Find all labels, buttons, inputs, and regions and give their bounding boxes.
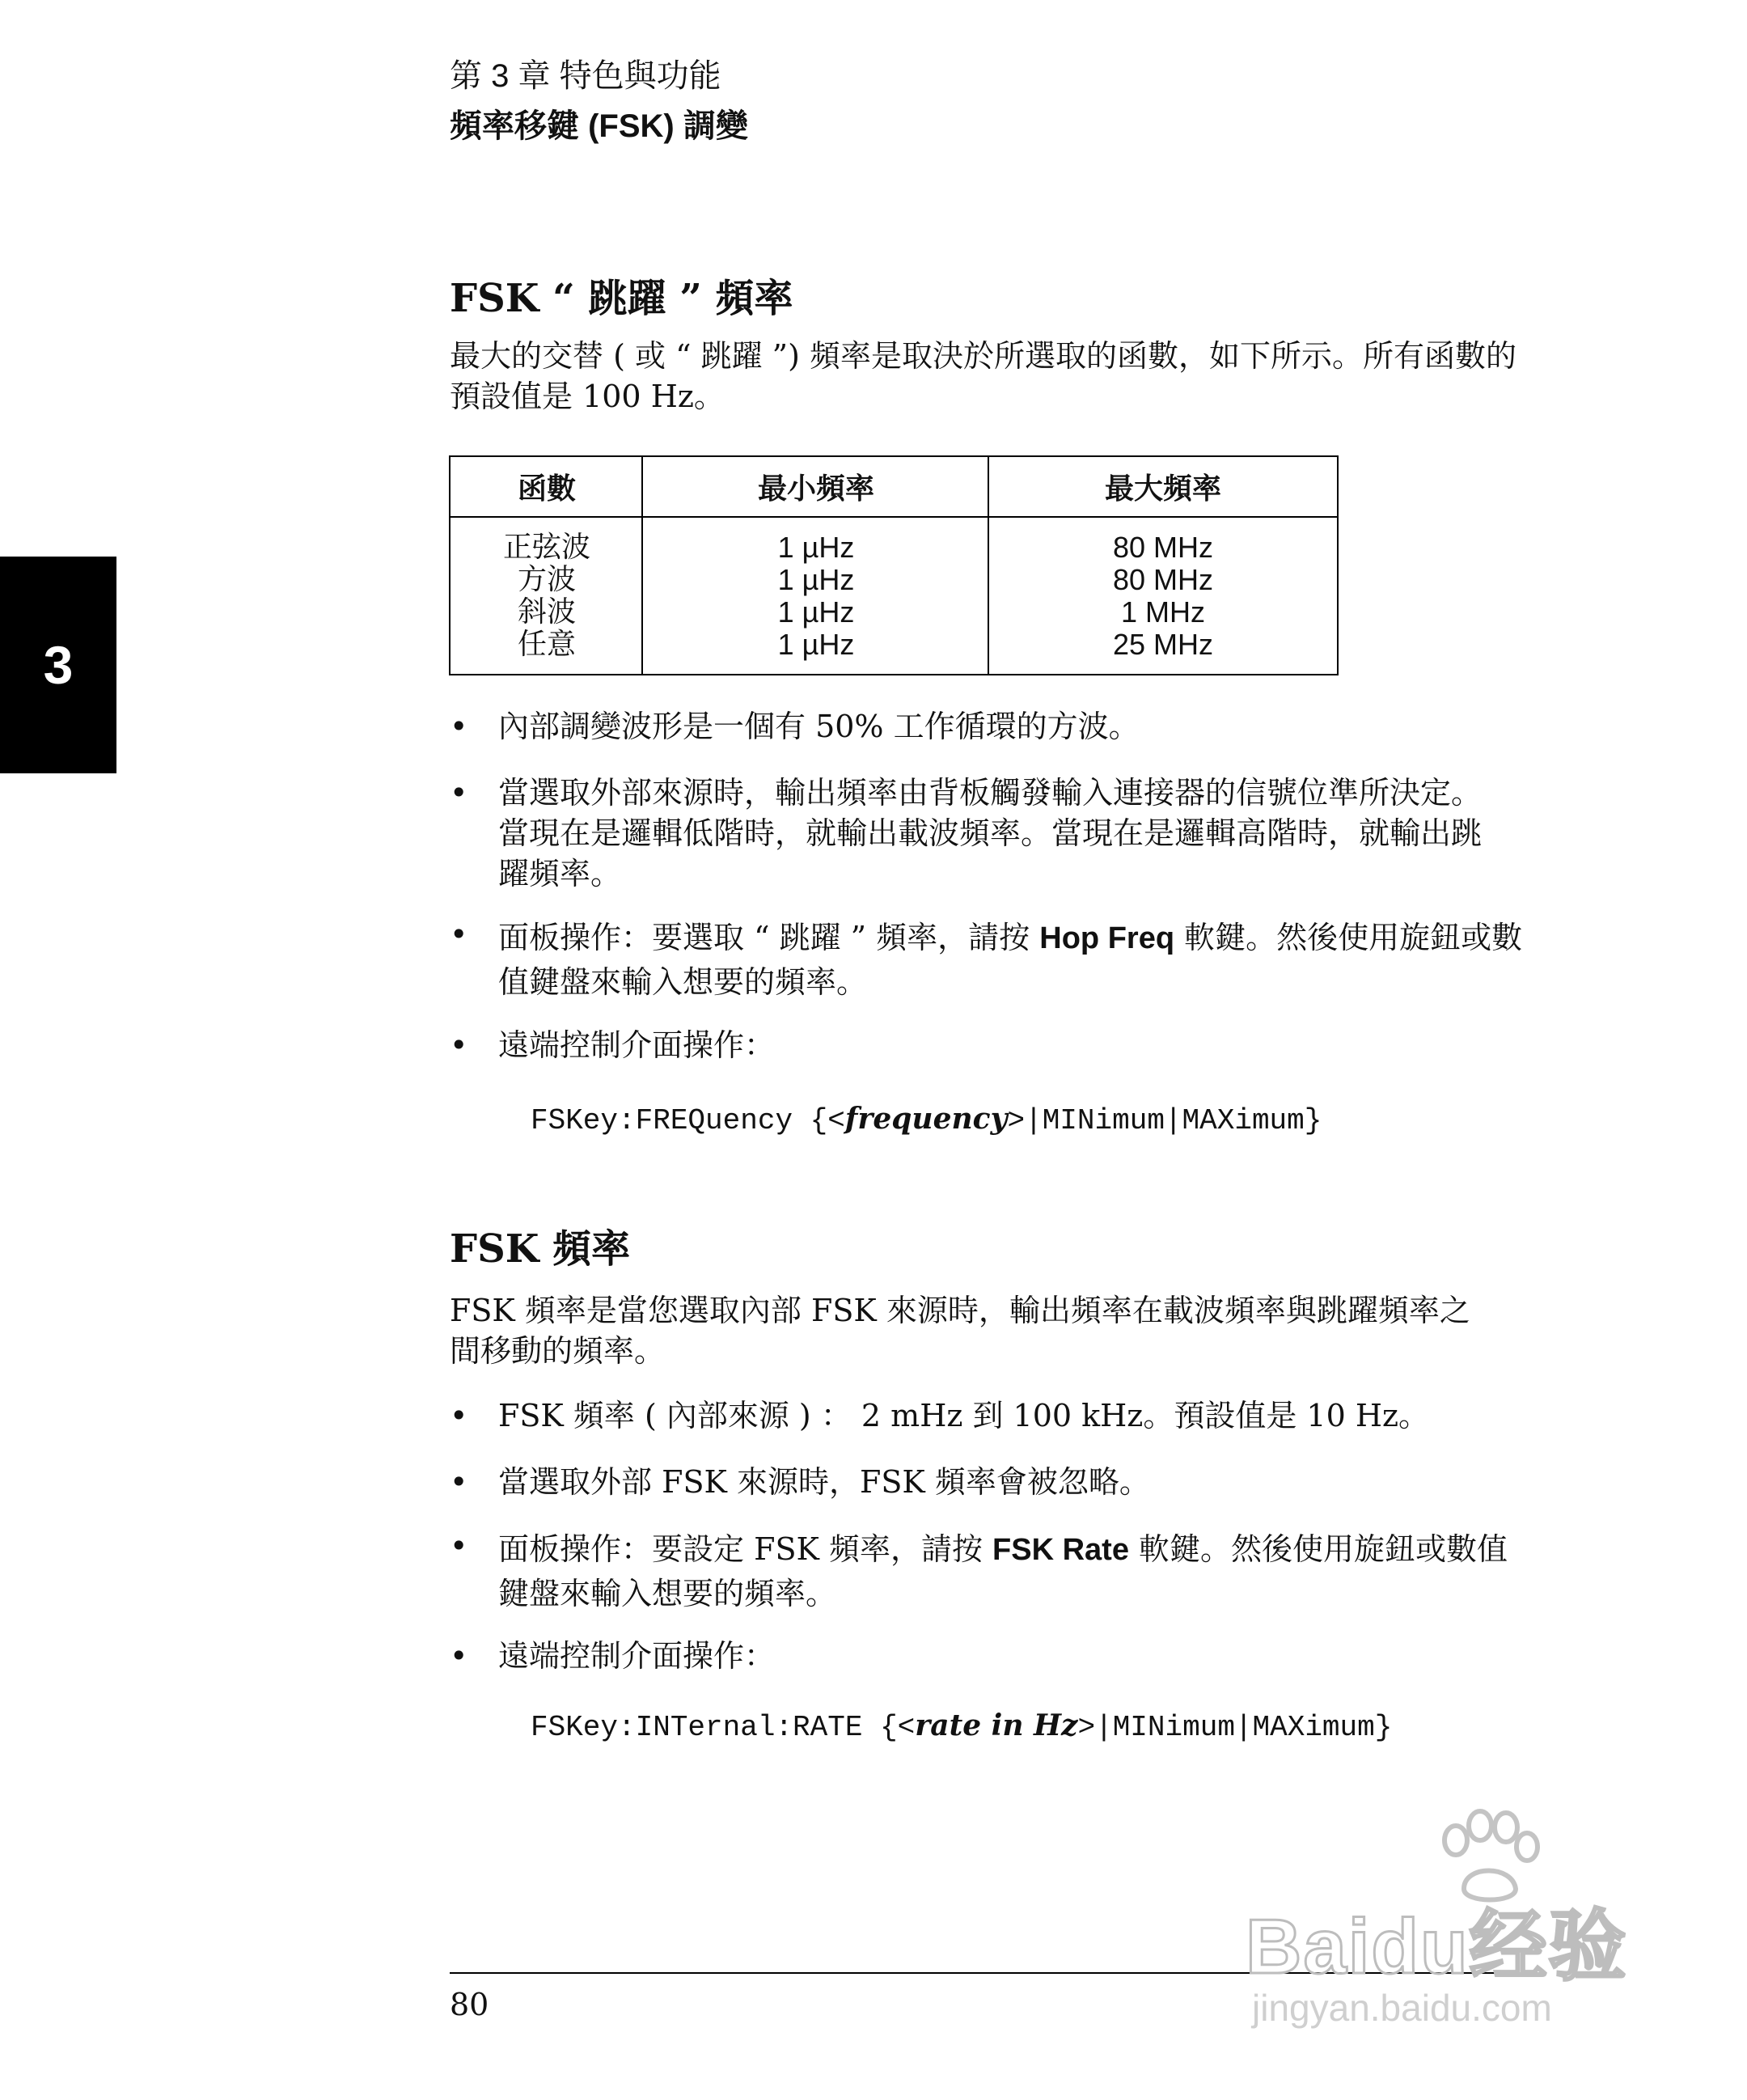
table-cell: 1 MHz [1120,595,1205,629]
list-item-text: 遠端控制介面操作： [498,1027,776,1063]
baidu-watermark [1229,1808,1650,2051]
bullet-dot: • [450,1638,468,1674]
watermark-url: jingyan.baidu.com [1252,1987,1552,2029]
text-span: 軟鍵。然後使用旋鈕或數 [1174,920,1523,955]
scpi-command [531,1102,1322,1137]
section-header: 頻率移鍵 (FSK) 調變 [450,108,748,144]
table-cell: 80 MHz [1112,531,1214,564]
bullet-dot: • [450,917,468,952]
table-cell: 1 µHz [777,595,855,629]
chapter-tab: 3 [0,557,116,773]
list-item-text: 內部調變波形是一個有 50% 工作循環的方波。 [498,709,1140,744]
table-cell: 正弦波 [502,531,590,564]
list-item-text [498,1526,1566,1614]
table-cell: 25 MHz [1112,628,1214,661]
intro-line-2: 預設值是 100 Hz。 [450,379,725,414]
bullet-dot: • [450,709,468,744]
fsk-rate-intro [450,1290,1566,1371]
bullet-dot: • [450,1398,468,1433]
command-text: >|MINimum|MAXimum} [1007,1104,1322,1137]
text-line: 值鍵盤來輸入想要的頻率。 [498,964,868,1000]
list-item-text [498,773,1566,894]
text-span: 面板操作：要選取 “ 跳躍 ” 頻率，請按 [498,920,1040,955]
header-max-freq: 最大頻率 [989,457,1337,518]
fsk-rate-heading: FSK 頻率 [450,1226,631,1272]
command-text: FSKey:FREQuency {< [531,1104,845,1137]
table-cell: 斜波 [517,595,576,629]
scpi-command [531,1708,1392,1744]
table-cell: 1 µHz [777,563,855,596]
page-number: 80 [450,1987,489,2022]
list-item-text: 當選取外部 FSK 來源時，FSK 頻率會被忽略。 [498,1464,1150,1500]
bullet-dot: • [450,1464,468,1500]
intro-line-2: 間移動的頻率。 [450,1333,666,1369]
soft-key-label: Hop Freq [1039,921,1175,955]
hop-frequency-intro [450,336,1566,417]
command-text: >|MINimum|MAXimum} [1077,1711,1393,1744]
text-span: 面板操作：要設定 FSK 頻率，請按 [498,1531,993,1567]
text-line [498,1526,1566,1573]
command-parameter: rate in Hz [915,1708,1078,1742]
function-column [450,531,643,661]
max-freq-column [989,531,1337,661]
table-cell: 1 µHz [777,531,855,564]
text-line: 當現在是邏輯低階時，就輸出載波頻率。當現在是邏輯高階時，就輸出跳 [498,815,1483,851]
soft-key-label: FSK Rate [992,1533,1129,1567]
min-freq-column [643,531,989,661]
bullet-dot: • [450,1528,468,1564]
table-cell: 1 µHz [777,628,855,661]
header-function: 函數 [450,457,643,518]
text-line: 鍵盤來輸入想要的頻率。 [498,1576,837,1611]
command-text: FSKey:INTernal:RATE {< [531,1711,916,1744]
header-min-freq: 最小頻率 [643,457,989,518]
chapter-header: 第 3 章 特色與功能 [450,58,721,94]
text-line: 躍頻率。 [498,856,622,891]
text-span: 軟鍵。然後使用旋鈕或數值 [1128,1531,1508,1567]
intro-line-1: FSK 頻率是當您選取內部 FSK 來源時，輸出頻率在載波頻率與跳躍頻率之 [450,1293,1470,1328]
table-cell: 任意 [517,628,576,661]
list-item-text: FSK 頻率 ( 內部來源 ) ： 2 mHz 到 100 kHz。預設值是 10 Hz。 [498,1398,1429,1433]
intro-line-1: 最大的交替 ( 或 “ 跳躍 ”) 頻率是取決於所選取的函數，如下所示。所有函數的 [450,338,1516,374]
text-line: 當選取外部來源時，輸出頻率由背板觸發輸入連接器的信號位準所決定。 [498,775,1483,811]
list-item-text [498,914,1566,1002]
command-parameter: frequency [844,1102,1008,1136]
table-cell: 80 MHz [1112,563,1214,596]
watermark-logo: Baidu经验 [1246,1903,1628,1990]
text-line [498,914,1566,962]
hop-frequency-heading: FSK “ 跳躍 ” 頻率 [450,276,793,321]
table-cell: 方波 [517,563,576,596]
bullet-dot: • [450,775,468,811]
bullet-dot: • [450,1027,468,1063]
frequency-table [449,455,1339,675]
list-item-text: 遠端控制介面操作： [498,1638,776,1674]
